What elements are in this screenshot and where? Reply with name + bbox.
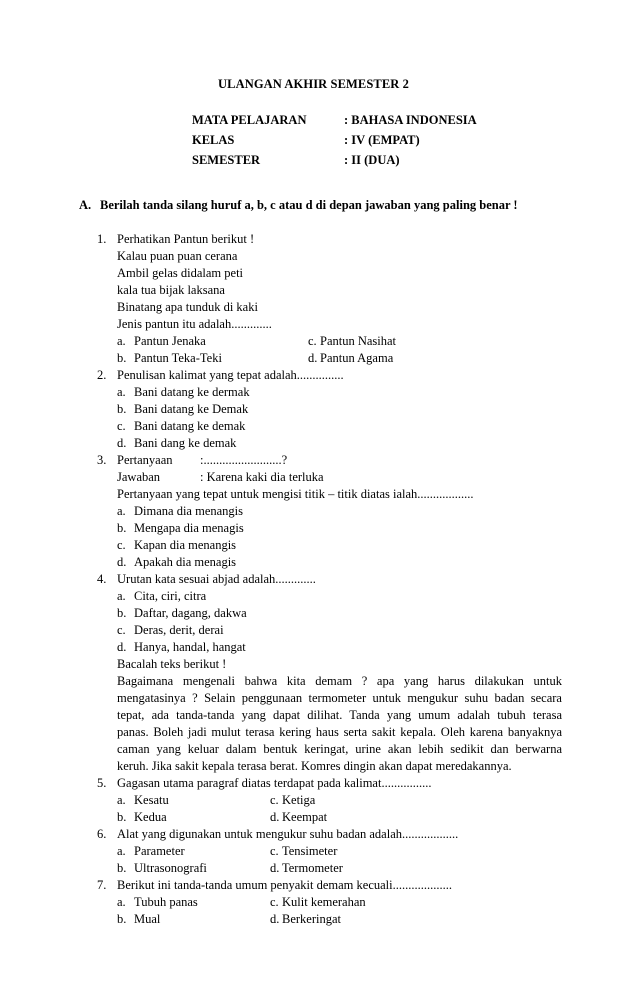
meta-value: : II (DUA)	[344, 153, 400, 167]
question-number: 4.	[97, 572, 107, 586]
question-number: 6.	[97, 827, 107, 841]
option-text: Kulit kemerahan	[282, 895, 366, 909]
option-letter: d.	[308, 351, 318, 365]
meta-row-semester	[192, 150, 477, 170]
pantun-line: Kalau puan puan cerana	[117, 249, 238, 263]
option-text: Pantun Nasihat	[320, 334, 397, 348]
option-letter: d.	[270, 861, 280, 875]
passage-line: caman yang keluar dalam bentuk keringat, urine akan lebih sedikit dan berwarna	[117, 742, 562, 756]
question-stem: Alat yang digunakan untuk mengukur suhu badan adalah..................	[117, 827, 459, 841]
question-number: 5.	[97, 776, 107, 790]
passage-line: keruh. Jika sakit kepala terasa berat. Komres dingin akan dapat meredakannya.	[117, 759, 512, 773]
option-row	[117, 554, 562, 571]
option-letter: b.	[117, 810, 127, 824]
meta-value: : IV (EMPAT)	[344, 133, 420, 147]
option-row	[117, 537, 562, 554]
meta-row-class	[192, 130, 477, 150]
meta-key: SEMESTER	[192, 153, 261, 167]
option-row	[117, 418, 562, 435]
option-letter: b.	[117, 912, 127, 926]
option-letter: a.	[117, 504, 126, 518]
question-7	[97, 877, 562, 928]
meta-key: MATA PELAJARAN	[192, 113, 307, 127]
option-row	[117, 605, 562, 622]
answer-key: Jawaban	[117, 470, 161, 484]
option-row	[117, 350, 562, 367]
option-row	[117, 435, 562, 452]
option-letter: d.	[270, 912, 280, 926]
option-text: Hanya, handal, hangat	[134, 640, 246, 654]
option-row	[117, 333, 562, 350]
option-text: Kapan dia menangis	[134, 538, 237, 552]
option-text: Parameter	[134, 844, 185, 858]
option-letter: b.	[117, 861, 127, 875]
option-row	[117, 894, 562, 911]
option-text: Kedua	[134, 810, 167, 824]
question-stem: Gagasan utama paragraf diatas terdapat pada kalimat................	[117, 776, 432, 790]
section-letter: A.	[79, 198, 92, 212]
question-list	[97, 231, 562, 928]
option-letter: d.	[117, 436, 127, 450]
option-letter: c.	[270, 793, 279, 807]
passage-line: panas. Boleh jadi mulut terasa kering haus serta sakit kepala. Oleh karena banyaknya	[117, 725, 562, 739]
option-letter: d.	[270, 810, 280, 824]
question-number: 1.	[97, 232, 107, 246]
option-text: Berkeringat	[282, 912, 342, 926]
pantun-line: Binatang apa tunduk di kaki	[117, 300, 258, 314]
meta-value: : BAHASA INDONESIA	[344, 113, 477, 127]
option-letter: a.	[117, 334, 126, 348]
option-text: Pantun Agama	[320, 351, 394, 365]
option-text: Ketiga	[282, 793, 316, 807]
option-row	[117, 384, 562, 401]
section-instruction	[79, 197, 518, 214]
option-text: Dimana dia menangis	[134, 504, 243, 518]
option-text: Bani datang ke demak	[134, 419, 246, 433]
option-text: Mengapa dia menagis	[134, 521, 244, 535]
exam-title: ULANGAN AKHIR SEMESTER 2	[218, 77, 409, 91]
pantun-line: Ambil gelas didalam peti	[117, 266, 244, 280]
passage-line: Bagaimana mengenali bahwa kita demam ? apa yang harus dilakukan untuk	[117, 674, 562, 688]
question-6	[97, 826, 562, 877]
exam-meta	[192, 110, 477, 170]
question-2	[97, 367, 562, 452]
question-1	[97, 231, 562, 367]
prompt-key: Pertanyaan	[117, 453, 173, 467]
question-number: 7.	[97, 878, 107, 892]
question-stem: Pertanyaan yang tepat untuk mengisi titik – titik diatas ialah..................	[117, 487, 474, 501]
question-4	[97, 571, 562, 775]
option-text: Ultrasonografi	[134, 861, 207, 875]
question-stem: Urutan kata sesuai abjad adalah.............	[117, 572, 316, 586]
question-line: Perhatikan Pantun berikut !	[117, 232, 255, 246]
answer-row	[117, 469, 562, 486]
meta-row-subject	[192, 110, 477, 130]
option-text: Apakah dia menagis	[134, 555, 237, 569]
option-text: Deras, derit, derai	[134, 623, 224, 637]
option-row	[117, 639, 562, 656]
option-letter: c.	[117, 538, 126, 552]
option-text: Keempat	[282, 810, 328, 824]
option-letter: d.	[117, 555, 127, 569]
option-letter: b.	[117, 351, 127, 365]
option-letter: b.	[117, 402, 127, 416]
passage-line: mengatasinya ? Selain penggunaan termometer untuk mengukur suhu badan secara	[117, 691, 562, 705]
option-letter: c.	[308, 334, 317, 348]
option-letter: a.	[117, 844, 126, 858]
option-text: Pantun Teka-Teki	[134, 351, 222, 365]
question-number: 3.	[97, 453, 107, 467]
option-letter: d.	[117, 640, 127, 654]
option-letter: b.	[117, 606, 127, 620]
option-text: Mual	[134, 912, 161, 926]
option-text: Tubuh panas	[134, 895, 198, 909]
option-row	[117, 520, 562, 537]
option-text: Cita, ciri, citra	[134, 589, 207, 603]
answer-value: : Karena kaki dia terluka	[200, 470, 324, 484]
passage-line: tepat, ada tanda-tanda yang dapat dilihat. Tanda yang umum adalah tubuh terasa	[117, 708, 562, 722]
question-stem: Penulisan kalimat yang tepat adalah...............	[117, 368, 344, 382]
option-text: Daftar, dagang, dakwa	[134, 606, 247, 620]
option-row	[117, 911, 562, 928]
option-letter: a.	[117, 793, 126, 807]
option-text: Bani dang ke demak	[134, 436, 237, 450]
option-letter: a.	[117, 895, 126, 909]
option-letter: a.	[117, 589, 126, 603]
question-prompt-row	[117, 452, 562, 469]
option-text: Bani datang ke Demak	[134, 402, 249, 416]
option-text: Bani datang ke dermak	[134, 385, 250, 399]
option-row	[117, 503, 562, 520]
section-instruction-text: Berilah tanda silang huruf a, b, c atau d di depan jawaban yang paling benar !	[100, 198, 518, 212]
option-text: Pantun Jenaka	[134, 334, 206, 348]
option-text: Kesatu	[134, 793, 169, 807]
pantun-line: kala tua bijak laksana	[117, 283, 225, 297]
option-letter: c.	[270, 895, 279, 909]
option-row	[117, 809, 562, 826]
option-letter: b.	[117, 521, 127, 535]
prompt-value: :.........................?	[200, 453, 288, 467]
option-row	[117, 622, 562, 639]
question-3	[97, 452, 562, 571]
reading-intro: Bacalah teks berikut !	[117, 657, 227, 671]
question-stem: Berikut ini tanda-tanda umum penyakit demam kecuali...................	[117, 878, 452, 892]
option-text: Tensimeter	[282, 844, 338, 858]
option-row	[117, 843, 562, 860]
option-text: Termometer	[282, 861, 343, 875]
question-line: Jenis pantun itu adalah.............	[117, 317, 272, 331]
question-5	[97, 775, 562, 826]
option-letter: c.	[270, 844, 279, 858]
option-row	[117, 792, 562, 809]
option-row	[117, 588, 562, 605]
option-letter: c.	[117, 419, 126, 433]
option-row	[117, 860, 562, 877]
meta-key: KELAS	[192, 133, 235, 147]
option-letter: a.	[117, 385, 126, 399]
option-row	[117, 401, 562, 418]
question-number: 2.	[97, 368, 107, 382]
option-letter: c.	[117, 623, 126, 637]
reading-passage	[117, 673, 562, 775]
